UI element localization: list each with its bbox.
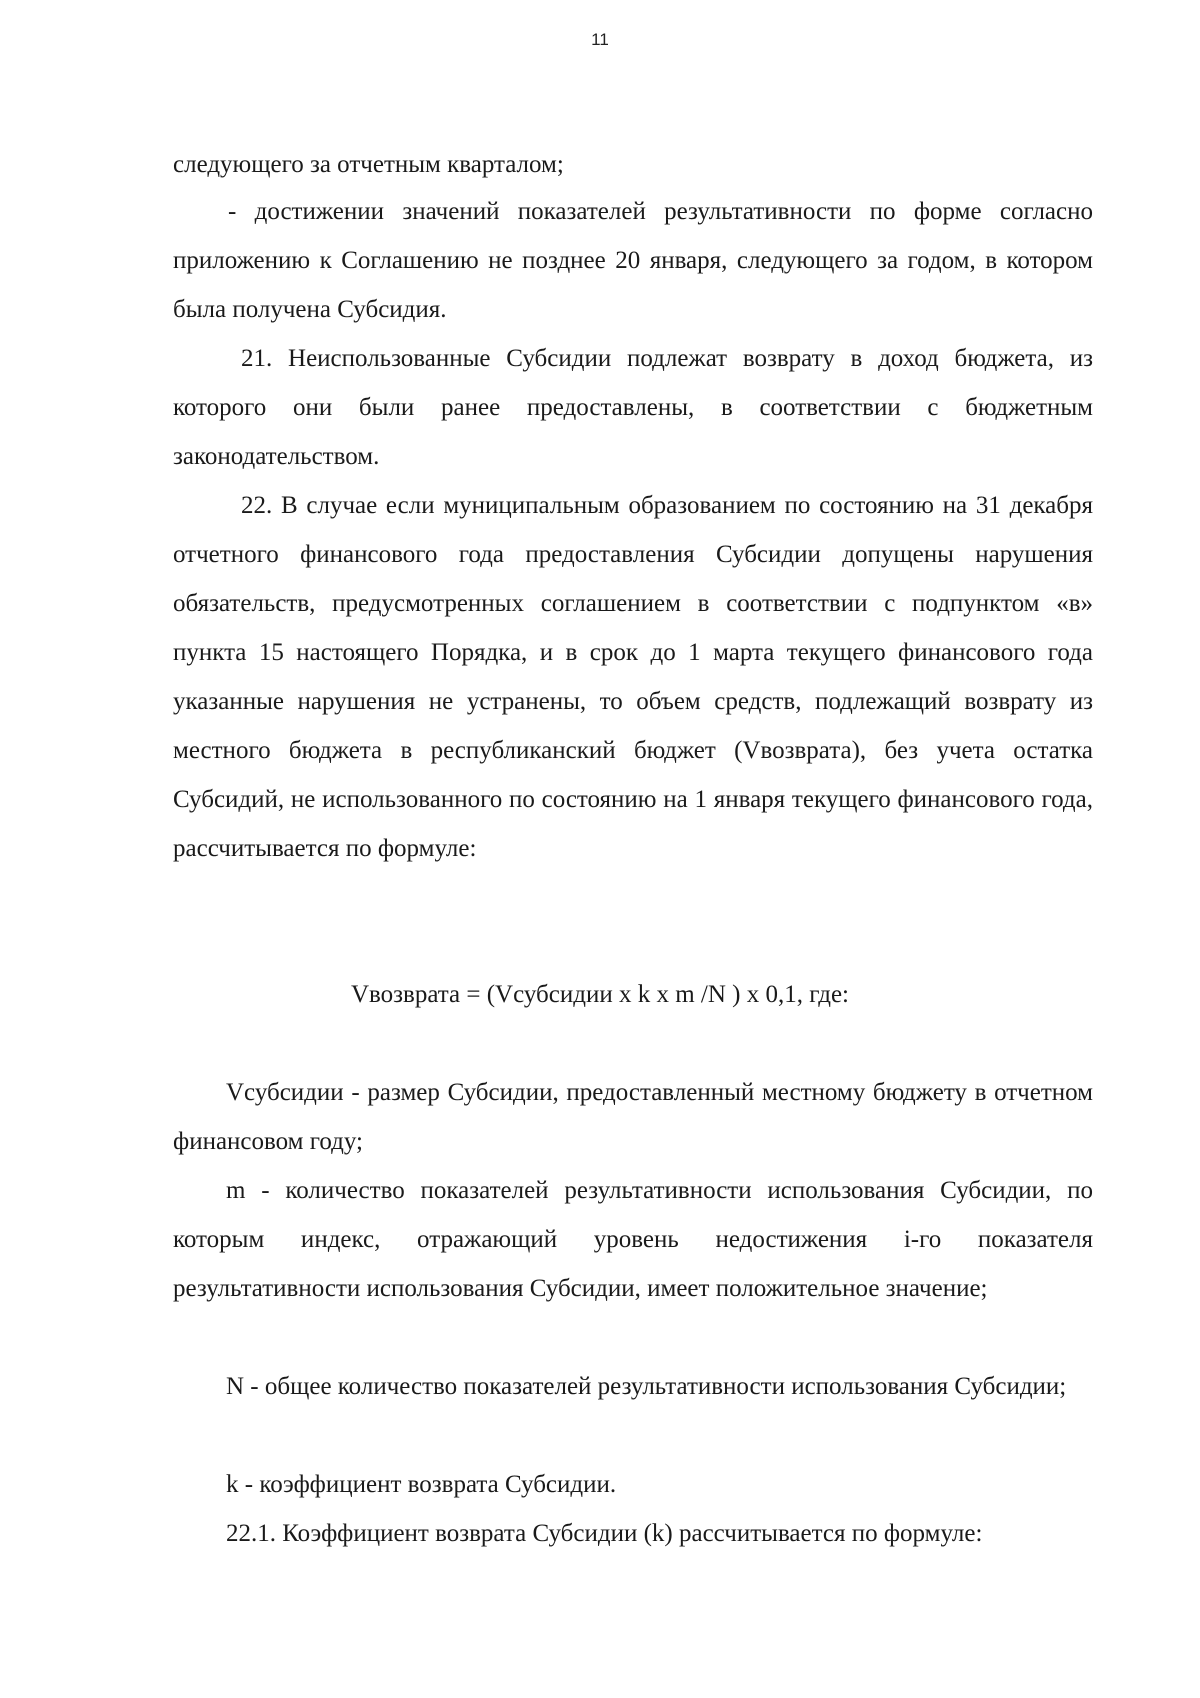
paragraph-22: 22. В случае если муниципальным образованием по состоянию на 31 декабря отчетного финансового года предоставления Субсидии допущены нарушения обязательств, предусмотренных соглашением в соответствии с подпунктом «в» пункта 15 настоящего Порядка, и в срок до 1 марта текущего финансового года указанные нарушения не устранены, то объем средств, подлежащий возврату из местного бюджета в республиканский бюджет (Vвозврата), без учета остатка Субсидий, не использованного по состоянию на 1 января текущего финансового года, рассчитывается по формуле: — [173, 492, 1093, 862]
page-number: 11 — [591, 30, 609, 49]
definition-m: m - количество показателей результативности использования Субсидии, по которым индекс, отражающий уровень недостижения i-го показателя результативности использования Субсидии, имеет положительное значение; — [173, 1177, 1093, 1302]
paragraph-quarter: следующего за отчетным кварталом; — [173, 151, 564, 178]
paragraph-21: 21. Неиспользованные Субсидии подлежат возврату в доход бюджета, из которого они были ранее предоставлены, в соответствии с бюджетным законодательством. — [173, 345, 1093, 470]
paragraph-22-1: 22.1. Коэффициент возврата Субсидии (k) рассчитывается по формуле: — [226, 1520, 983, 1547]
definition-k: k - коэффициент возврата Субсидии. — [226, 1471, 617, 1498]
paragraph-indicators: - достижении значений показателей результативности по форме согласно приложению к Соглашению не позднее 20 января, следующего за годом, в котором была получена Субсидия. — [173, 198, 1093, 323]
formula-v-return: Vвозврата = (Vсубсидии x k x m /N ) x 0,1, где: — [350, 981, 850, 1008]
definition-n: N - общее количество показателей результативности использования Субсидии; — [226, 1373, 1067, 1400]
definition-v-subsidy: Vсубсидии - размер Субсидии, предоставленный местному бюджету в отчетном финансовом году; — [173, 1079, 1093, 1155]
